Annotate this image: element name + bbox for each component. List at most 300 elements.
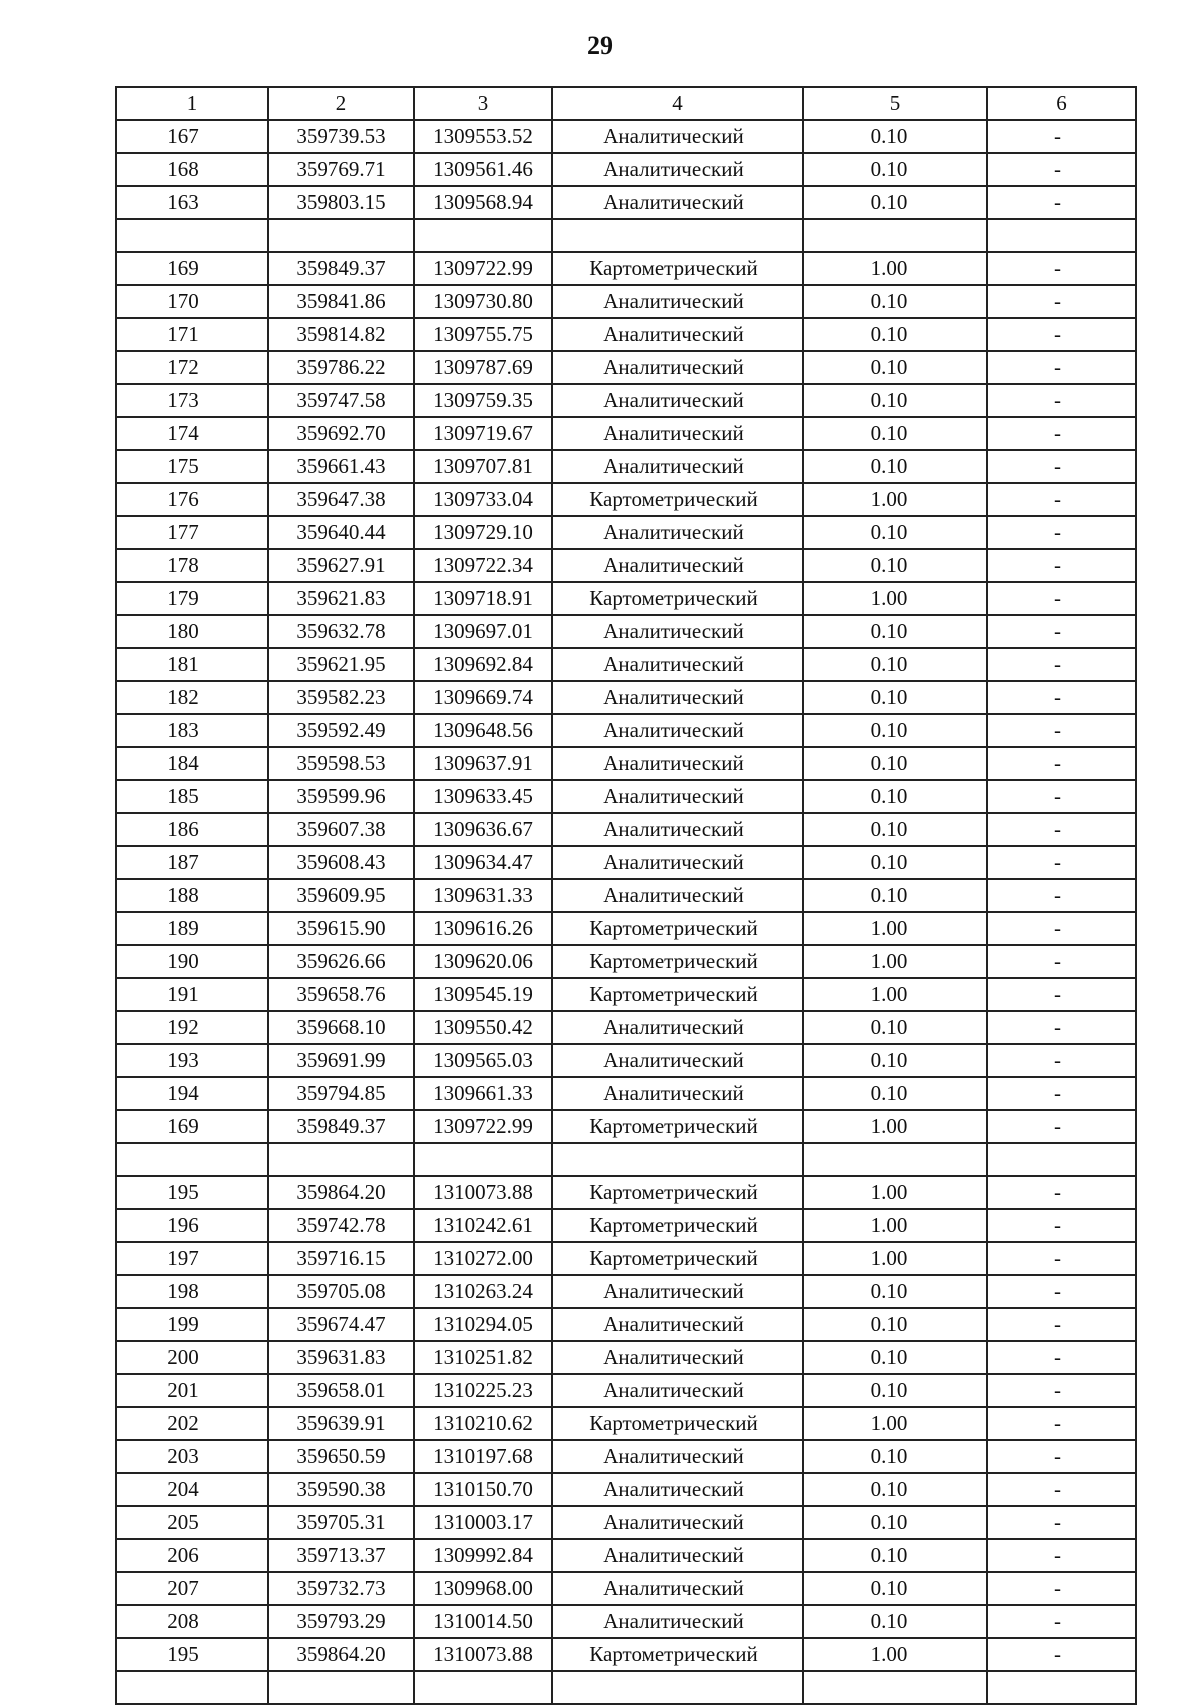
table-row xyxy=(116,1308,1136,1341)
cell-point-number: 194 xyxy=(116,1077,268,1110)
table-row xyxy=(116,120,1136,153)
cell-note: - xyxy=(987,285,1136,318)
cell-accuracy: 1.00 xyxy=(803,1242,987,1275)
cell-method: Картометрический xyxy=(552,1176,803,1209)
cell-x-coordinate: 359647.38 xyxy=(268,483,414,516)
table-row xyxy=(116,1110,1136,1143)
cell-y-coordinate: 1309636.67 xyxy=(414,813,552,846)
cell-method: Картометрический xyxy=(552,945,803,978)
cell-accuracy: 0.10 xyxy=(803,351,987,384)
cell-point-number: 186 xyxy=(116,813,268,846)
cell-point-number: 203 xyxy=(116,1440,268,1473)
cell-point-number: 172 xyxy=(116,351,268,384)
table-row xyxy=(116,351,1136,384)
table-row xyxy=(116,879,1136,912)
cell-accuracy: 0.10 xyxy=(803,384,987,417)
cell-note: - xyxy=(987,648,1136,681)
cell-method: Аналитический xyxy=(552,681,803,714)
cell-note: - xyxy=(987,1473,1136,1506)
cell-method: Аналитический xyxy=(552,1011,803,1044)
cell-x-coordinate: 359658.01 xyxy=(268,1374,414,1407)
cell-method: Аналитический xyxy=(552,450,803,483)
cell-accuracy: 0.10 xyxy=(803,1374,987,1407)
cell-accuracy: 1.00 xyxy=(803,1110,987,1143)
table-row xyxy=(116,1671,1136,1704)
cell-note: - xyxy=(987,1011,1136,1044)
cell-y-coordinate: 1309719.67 xyxy=(414,417,552,450)
cell-method: Аналитический xyxy=(552,1077,803,1110)
cell-accuracy: 0.10 xyxy=(803,1044,987,1077)
table-row xyxy=(116,1011,1136,1044)
cell-x-coordinate: 359582.23 xyxy=(268,681,414,714)
cell-point-number: 190 xyxy=(116,945,268,978)
cell-y-coordinate: 1309722.99 xyxy=(414,1110,552,1143)
column-header-2: 2 xyxy=(268,87,414,120)
cell-x-coordinate: 359661.43 xyxy=(268,450,414,483)
cell-point-number: 185 xyxy=(116,780,268,813)
cell-accuracy: 0.10 xyxy=(803,1572,987,1605)
cell-method xyxy=(552,1671,803,1704)
cell-x-coordinate: 359590.38 xyxy=(268,1473,414,1506)
cell-point-number: 189 xyxy=(116,912,268,945)
cell-point-number: 179 xyxy=(116,582,268,615)
cell-note: - xyxy=(987,615,1136,648)
table-row xyxy=(116,1209,1136,1242)
cell-point-number: 204 xyxy=(116,1473,268,1506)
cell-accuracy: 1.00 xyxy=(803,978,987,1011)
cell-accuracy: 1.00 xyxy=(803,945,987,978)
cell-note xyxy=(987,219,1136,252)
cell-x-coordinate: 359607.38 xyxy=(268,813,414,846)
cell-note: - xyxy=(987,1044,1136,1077)
cell-point-number: 173 xyxy=(116,384,268,417)
cell-accuracy: 0.10 xyxy=(803,879,987,912)
cell-y-coordinate: 1309697.01 xyxy=(414,615,552,648)
cell-y-coordinate: 1309553.52 xyxy=(414,120,552,153)
cell-y-coordinate: 1309718.91 xyxy=(414,582,552,615)
table-row xyxy=(116,648,1136,681)
table-row xyxy=(116,1077,1136,1110)
cell-method: Аналитический xyxy=(552,1506,803,1539)
cell-point-number: 199 xyxy=(116,1308,268,1341)
cell-method: Картометрический xyxy=(552,1242,803,1275)
cell-method: Аналитический xyxy=(552,1341,803,1374)
cell-point-number: 201 xyxy=(116,1374,268,1407)
cell-note: - xyxy=(987,945,1136,978)
cell-y-coordinate: 1309616.26 xyxy=(414,912,552,945)
cell-y-coordinate: 1309722.34 xyxy=(414,549,552,582)
cell-note: - xyxy=(987,681,1136,714)
table-row xyxy=(116,1143,1136,1176)
cell-accuracy: 1.00 xyxy=(803,483,987,516)
cell-x-coordinate: 359691.99 xyxy=(268,1044,414,1077)
cell-accuracy: 0.10 xyxy=(803,285,987,318)
cell-accuracy: 1.00 xyxy=(803,582,987,615)
cell-note xyxy=(987,1143,1136,1176)
cell-point-number: 206 xyxy=(116,1539,268,1572)
table-row xyxy=(116,780,1136,813)
cell-method: Картометрический xyxy=(552,1209,803,1242)
table-row xyxy=(116,1374,1136,1407)
table-row xyxy=(116,1539,1136,1572)
cell-method: Аналитический xyxy=(552,384,803,417)
cell-point-number: 178 xyxy=(116,549,268,582)
cell-accuracy: 0.10 xyxy=(803,153,987,186)
cell-y-coordinate: 1309550.42 xyxy=(414,1011,552,1044)
cell-point-number: 208 xyxy=(116,1605,268,1638)
cell-method: Аналитический xyxy=(552,780,803,813)
cell-y-coordinate: 1310073.88 xyxy=(414,1638,552,1671)
cell-y-coordinate: 1309631.33 xyxy=(414,879,552,912)
cell-note: - xyxy=(987,813,1136,846)
cell-method: Картометрический xyxy=(552,252,803,285)
cell-point-number: 205 xyxy=(116,1506,268,1539)
cell-x-coordinate: 359705.08 xyxy=(268,1275,414,1308)
cell-y-coordinate: 1310014.50 xyxy=(414,1605,552,1638)
table-row xyxy=(116,285,1136,318)
table-row xyxy=(116,1605,1136,1638)
cell-x-coordinate: 359626.66 xyxy=(268,945,414,978)
cell-x-coordinate: 359794.85 xyxy=(268,1077,414,1110)
cell-x-coordinate: 359786.22 xyxy=(268,351,414,384)
cell-x-coordinate: 359631.83 xyxy=(268,1341,414,1374)
cell-x-coordinate: 359864.20 xyxy=(268,1176,414,1209)
cell-point-number: 207 xyxy=(116,1572,268,1605)
cell-accuracy: 0.10 xyxy=(803,1506,987,1539)
cell-y-coordinate: 1309722.99 xyxy=(414,252,552,285)
table-row xyxy=(116,813,1136,846)
cell-x-coordinate: 359621.83 xyxy=(268,582,414,615)
cell-x-coordinate: 359793.29 xyxy=(268,1605,414,1638)
cell-y-coordinate: 1309648.56 xyxy=(414,714,552,747)
table-row xyxy=(116,1638,1136,1671)
cell-point-number: 170 xyxy=(116,285,268,318)
cell-accuracy: 0.10 xyxy=(803,549,987,582)
table-row xyxy=(116,681,1136,714)
cell-note: - xyxy=(987,483,1136,516)
cell-note xyxy=(987,1671,1136,1704)
cell-accuracy: 1.00 xyxy=(803,1407,987,1440)
cell-point-number: 183 xyxy=(116,714,268,747)
cell-x-coordinate: 359814.82 xyxy=(268,318,414,351)
cell-method: Картометрический xyxy=(552,1638,803,1671)
cell-method: Аналитический xyxy=(552,549,803,582)
cell-x-coordinate xyxy=(268,1671,414,1704)
cell-accuracy: 0.10 xyxy=(803,1473,987,1506)
cell-x-coordinate: 359849.37 xyxy=(268,1110,414,1143)
cell-note: - xyxy=(987,1605,1136,1638)
cell-method: Картометрический xyxy=(552,978,803,1011)
column-header-1: 1 xyxy=(116,87,268,120)
cell-point-number: 195 xyxy=(116,1638,268,1671)
cell-note: - xyxy=(987,384,1136,417)
cell-y-coordinate: 1310150.70 xyxy=(414,1473,552,1506)
cell-note: - xyxy=(987,912,1136,945)
cell-note: - xyxy=(987,516,1136,549)
cell-x-coordinate: 359716.15 xyxy=(268,1242,414,1275)
table-row xyxy=(116,450,1136,483)
cell-accuracy: 0.10 xyxy=(803,186,987,219)
cell-accuracy: 0.10 xyxy=(803,1341,987,1374)
cell-accuracy: 0.10 xyxy=(803,417,987,450)
cell-note: - xyxy=(987,1110,1136,1143)
cell-note: - xyxy=(987,120,1136,153)
cell-method: Аналитический xyxy=(552,813,803,846)
cell-y-coordinate: 1310242.61 xyxy=(414,1209,552,1242)
cell-accuracy: 0.10 xyxy=(803,1605,987,1638)
cell-y-coordinate: 1309733.04 xyxy=(414,483,552,516)
cell-y-coordinate: 1309634.47 xyxy=(414,846,552,879)
cell-y-coordinate xyxy=(414,219,552,252)
cell-y-coordinate xyxy=(414,1143,552,1176)
cell-note: - xyxy=(987,1275,1136,1308)
cell-accuracy: 0.10 xyxy=(803,747,987,780)
cell-method xyxy=(552,1143,803,1176)
cell-x-coordinate xyxy=(268,1143,414,1176)
cell-note: - xyxy=(987,978,1136,1011)
cell-x-coordinate: 359849.37 xyxy=(268,252,414,285)
cell-note: - xyxy=(987,879,1136,912)
table-row xyxy=(116,153,1136,186)
cell-method: Аналитический xyxy=(552,714,803,747)
column-header-6: 6 xyxy=(987,87,1136,120)
cell-method: Аналитический xyxy=(552,285,803,318)
table-row xyxy=(116,417,1136,450)
cell-accuracy: 0.10 xyxy=(803,681,987,714)
cell-method xyxy=(552,219,803,252)
cell-point-number: 184 xyxy=(116,747,268,780)
table-row xyxy=(116,846,1136,879)
cell-method: Аналитический xyxy=(552,153,803,186)
cell-point-number: 195 xyxy=(116,1176,268,1209)
cell-y-coordinate: 1309565.03 xyxy=(414,1044,552,1077)
cell-y-coordinate: 1309729.10 xyxy=(414,516,552,549)
table-row xyxy=(116,1572,1136,1605)
cell-x-coordinate: 359650.59 xyxy=(268,1440,414,1473)
cell-x-coordinate: 359674.47 xyxy=(268,1308,414,1341)
cell-accuracy: 0.10 xyxy=(803,813,987,846)
cell-accuracy: 0.10 xyxy=(803,615,987,648)
cell-point-number: 191 xyxy=(116,978,268,1011)
cell-point-number: 167 xyxy=(116,120,268,153)
cell-note: - xyxy=(987,318,1136,351)
cell-y-coordinate: 1310210.62 xyxy=(414,1407,552,1440)
cell-point-number xyxy=(116,219,268,252)
table-row xyxy=(116,219,1136,252)
cell-x-coordinate: 359627.91 xyxy=(268,549,414,582)
cell-point-number: 177 xyxy=(116,516,268,549)
table-row xyxy=(116,582,1136,615)
table-row xyxy=(116,912,1136,945)
cell-y-coordinate: 1309707.81 xyxy=(414,450,552,483)
cell-y-coordinate: 1309759.35 xyxy=(414,384,552,417)
table-row xyxy=(116,978,1136,1011)
cell-point-number: 193 xyxy=(116,1044,268,1077)
table-row xyxy=(116,1341,1136,1374)
cell-note: - xyxy=(987,780,1136,813)
cell-point-number: 188 xyxy=(116,879,268,912)
cell-x-coordinate: 359713.37 xyxy=(268,1539,414,1572)
table-row xyxy=(116,1506,1136,1539)
cell-x-coordinate: 359705.31 xyxy=(268,1506,414,1539)
cell-method: Аналитический xyxy=(552,516,803,549)
cell-x-coordinate xyxy=(268,219,414,252)
cell-y-coordinate: 1310003.17 xyxy=(414,1506,552,1539)
cell-point-number: 174 xyxy=(116,417,268,450)
cell-accuracy: 0.10 xyxy=(803,120,987,153)
cell-y-coordinate: 1310263.24 xyxy=(414,1275,552,1308)
column-header-3: 3 xyxy=(414,87,552,120)
cell-note: - xyxy=(987,153,1136,186)
cell-x-coordinate: 359692.70 xyxy=(268,417,414,450)
cell-accuracy xyxy=(803,219,987,252)
cell-point-number: 181 xyxy=(116,648,268,681)
cell-method: Аналитический xyxy=(552,1440,803,1473)
cell-point-number: 175 xyxy=(116,450,268,483)
table-row xyxy=(116,384,1136,417)
cell-accuracy: 1.00 xyxy=(803,1209,987,1242)
cell-method: Аналитический xyxy=(552,120,803,153)
table-row xyxy=(116,1176,1136,1209)
cell-x-coordinate: 359747.58 xyxy=(268,384,414,417)
cell-y-coordinate: 1309755.75 xyxy=(414,318,552,351)
cell-x-coordinate: 359732.73 xyxy=(268,1572,414,1605)
cell-x-coordinate: 359598.53 xyxy=(268,747,414,780)
cell-note: - xyxy=(987,846,1136,879)
cell-method: Картометрический xyxy=(552,1110,803,1143)
cell-method: Аналитический xyxy=(552,1473,803,1506)
cell-note: - xyxy=(987,1407,1136,1440)
cell-note: - xyxy=(987,450,1136,483)
cell-note: - xyxy=(987,1176,1136,1209)
cell-y-coordinate: 1310197.68 xyxy=(414,1440,552,1473)
cell-method: Аналитический xyxy=(552,648,803,681)
cell-accuracy: 0.10 xyxy=(803,1539,987,1572)
cell-point-number: 182 xyxy=(116,681,268,714)
cell-y-coordinate: 1309692.84 xyxy=(414,648,552,681)
table-row xyxy=(116,945,1136,978)
cell-note: - xyxy=(987,549,1136,582)
table-header-row xyxy=(116,87,1136,120)
cell-note: - xyxy=(987,1506,1136,1539)
cell-note: - xyxy=(987,747,1136,780)
cell-note: - xyxy=(987,714,1136,747)
cell-point-number: 197 xyxy=(116,1242,268,1275)
cell-method: Аналитический xyxy=(552,318,803,351)
cell-x-coordinate: 359658.76 xyxy=(268,978,414,1011)
cell-y-coordinate: 1310073.88 xyxy=(414,1176,552,1209)
cell-note: - xyxy=(987,417,1136,450)
cell-y-coordinate: 1309787.69 xyxy=(414,351,552,384)
cell-point-number: 171 xyxy=(116,318,268,351)
page-number: 29 xyxy=(587,31,613,60)
cell-method: Картометрический xyxy=(552,1407,803,1440)
cell-point-number xyxy=(116,1143,268,1176)
cell-note: - xyxy=(987,351,1136,384)
table-row xyxy=(116,1440,1136,1473)
cell-note: - xyxy=(987,1209,1136,1242)
cell-y-coordinate: 1309568.94 xyxy=(414,186,552,219)
cell-note: - xyxy=(987,1242,1136,1275)
cell-accuracy: 0.10 xyxy=(803,1308,987,1341)
cell-method: Аналитический xyxy=(552,186,803,219)
cell-point-number: 176 xyxy=(116,483,268,516)
cell-method: Аналитический xyxy=(552,1539,803,1572)
cell-method: Аналитический xyxy=(552,1308,803,1341)
cell-x-coordinate: 359742.78 xyxy=(268,1209,414,1242)
cell-y-coordinate: 1309992.84 xyxy=(414,1539,552,1572)
cell-point-number: 169 xyxy=(116,252,268,285)
cell-point-number: 198 xyxy=(116,1275,268,1308)
cell-method: Аналитический xyxy=(552,879,803,912)
cell-method: Аналитический xyxy=(552,1605,803,1638)
cell-x-coordinate: 359640.44 xyxy=(268,516,414,549)
table-row xyxy=(116,549,1136,582)
cell-y-coordinate: 1310251.82 xyxy=(414,1341,552,1374)
cell-x-coordinate: 359609.95 xyxy=(268,879,414,912)
cell-accuracy: 0.10 xyxy=(803,318,987,351)
cell-y-coordinate: 1309545.19 xyxy=(414,978,552,1011)
coordinates-table xyxy=(115,86,1137,1705)
cell-point-number: 196 xyxy=(116,1209,268,1242)
cell-point-number: 192 xyxy=(116,1011,268,1044)
cell-method: Аналитический xyxy=(552,747,803,780)
cell-method: Картометрический xyxy=(552,912,803,945)
cell-method: Аналитический xyxy=(552,1572,803,1605)
table-row xyxy=(116,1242,1136,1275)
cell-x-coordinate: 359864.20 xyxy=(268,1638,414,1671)
cell-point-number: 180 xyxy=(116,615,268,648)
table-row xyxy=(116,483,1136,516)
table-body xyxy=(116,120,1136,1704)
cell-accuracy: 0.10 xyxy=(803,450,987,483)
cell-accuracy: 0.10 xyxy=(803,1275,987,1308)
cell-accuracy: 0.10 xyxy=(803,1440,987,1473)
cell-note: - xyxy=(987,1638,1136,1671)
cell-accuracy: 1.00 xyxy=(803,912,987,945)
cell-x-coordinate: 359632.78 xyxy=(268,615,414,648)
table-row xyxy=(116,714,1136,747)
cell-x-coordinate: 359668.10 xyxy=(268,1011,414,1044)
cell-method: Аналитический xyxy=(552,417,803,450)
cell-y-coordinate: 1309561.46 xyxy=(414,153,552,186)
cell-accuracy: 0.10 xyxy=(803,714,987,747)
cell-method: Аналитический xyxy=(552,1374,803,1407)
cell-y-coordinate: 1310294.05 xyxy=(414,1308,552,1341)
cell-y-coordinate: 1309620.06 xyxy=(414,945,552,978)
cell-y-coordinate: 1309633.45 xyxy=(414,780,552,813)
cell-y-coordinate xyxy=(414,1671,552,1704)
cell-method: Аналитический xyxy=(552,846,803,879)
cell-note: - xyxy=(987,186,1136,219)
cell-point-number: 163 xyxy=(116,186,268,219)
cell-accuracy: 0.10 xyxy=(803,780,987,813)
table-row xyxy=(116,615,1136,648)
table-row xyxy=(116,1473,1136,1506)
cell-method: Аналитический xyxy=(552,1044,803,1077)
cell-accuracy: 1.00 xyxy=(803,1176,987,1209)
cell-point-number: 169 xyxy=(116,1110,268,1143)
cell-method: Картометрический xyxy=(552,483,803,516)
column-header-4: 4 xyxy=(552,87,803,120)
cell-x-coordinate: 359592.49 xyxy=(268,714,414,747)
cell-note: - xyxy=(987,582,1136,615)
cell-method: Аналитический xyxy=(552,615,803,648)
cell-y-coordinate: 1309661.33 xyxy=(414,1077,552,1110)
cell-x-coordinate: 359621.95 xyxy=(268,648,414,681)
cell-y-coordinate: 1309968.00 xyxy=(414,1572,552,1605)
table-row xyxy=(116,747,1136,780)
